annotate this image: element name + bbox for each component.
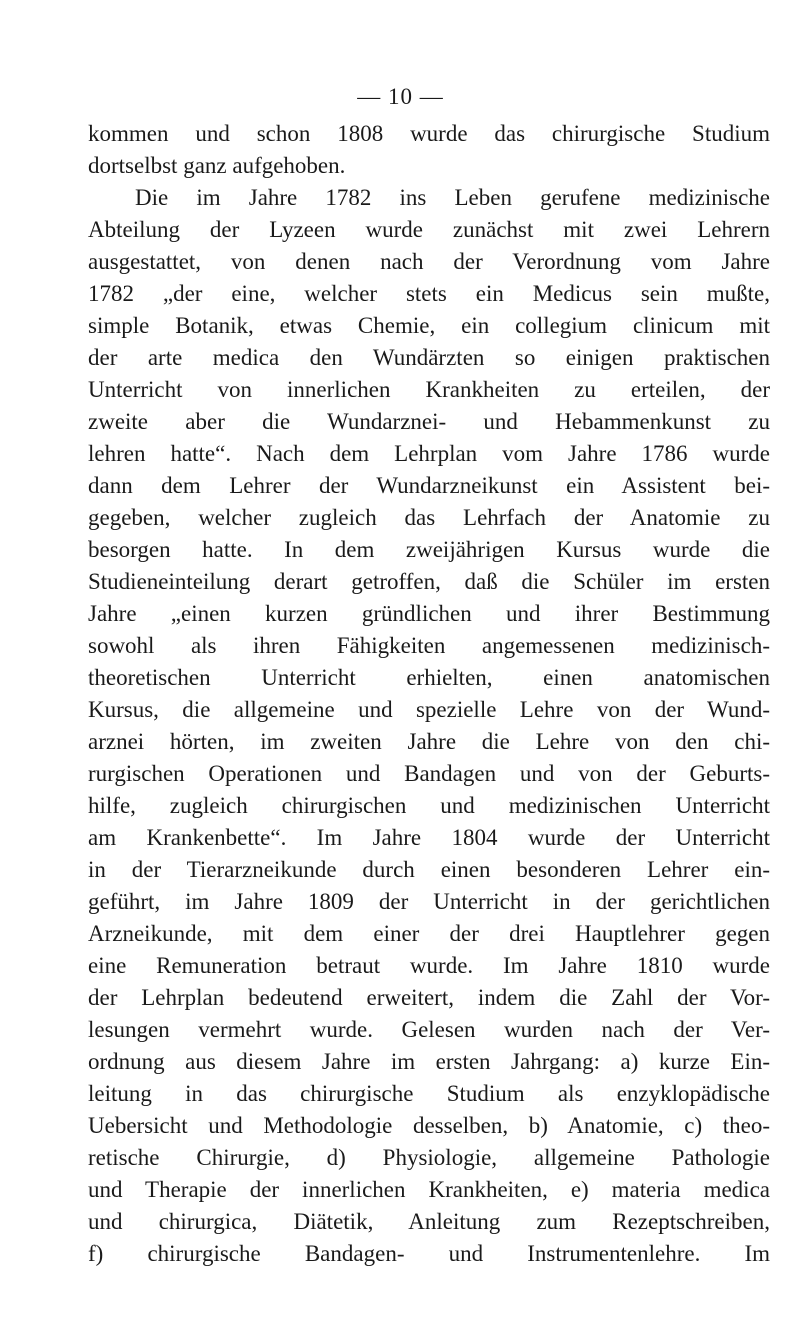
text-line: Jahre „einen kurzen gründlichen und ihrer Bestimmung (88, 601, 770, 626)
text-line: lesungen vermehrt wurde. Gelesen wurden nach der Ver- (88, 1017, 770, 1042)
text-line: ordnung aus diesem Jahre im ersten Jahrgang: a) kurze Ein- (88, 1049, 770, 1074)
text-line: und chirurgica, Diätetik, Anleitung zum Rezeptschreiben, (88, 1209, 770, 1234)
text-line: f) chirurgische Bandagen- und Instrumentenlehre. Im (88, 1241, 770, 1266)
text-line: lehren hatte“. Nach dem Lehrplan vom Jahre 1786 wurde (88, 441, 770, 466)
text-line: arznei hörten, im zweiten Jahre die Lehre von den chi- (88, 729, 770, 754)
text-line: Uebersicht und Methodologie desselben, b) Anatomie, c) theo- (88, 1113, 770, 1138)
text-line: Unterricht von innerlichen Krankheiten zu erteilen, der (88, 377, 770, 402)
text-line: rurgischen Operationen und Bandagen und von der Geburts- (88, 761, 770, 786)
text-line: am Krankenbette“. Im Jahre 1804 wurde der Unterricht (88, 825, 770, 850)
text-line: kommen und schon 1808 wurde das chirurgische Studium (88, 121, 770, 146)
text-line: ausgestattet, von denen nach der Verordnung vom Jahre (88, 249, 770, 274)
text-line: dann dem Lehrer der Wundarzneikunst ein Assistent bei- (88, 473, 770, 498)
text-line: Arzneikunde, mit dem einer der drei Hauptlehrer gegen (88, 921, 770, 946)
text-line: dortselbst ganz aufgehoben. (88, 153, 346, 178)
text-line: Abteilung der Lyzeen wurde zunächst mit zwei Lehrern (88, 217, 770, 242)
text-line: leitung in das chirurgische Studium als enzyklopädische (88, 1081, 770, 1106)
text-line: der arte medica den Wundärzten so einigen praktischen (88, 345, 770, 370)
text-line: und Therapie der innerlichen Krankheiten, e) materia medica (88, 1177, 770, 1202)
text-line: 1782 „der eine, welcher stets ein Medicus sein mußte, (88, 281, 770, 306)
text-line: eine Remuneration betraut wurde. Im Jahre 1810 wurde (88, 953, 770, 978)
body-text (88, 118, 770, 1270)
text-line: gegeben, welcher zugleich das Lehrfach der Anatomie zu (88, 505, 770, 530)
text-line: besorgen hatte. In dem zweijährigen Kursus wurde die (88, 537, 770, 562)
text-line: Kursus, die allgemeine und spezielle Lehre von der Wund- (88, 697, 770, 722)
text-line: Studieneinteilung derart getroffen, daß die Schüler im ersten (88, 569, 770, 594)
page-number: — 10 — (357, 84, 444, 109)
text-line: retische Chirurgie, d) Physiologie, allgemeine Pathologie (88, 1145, 770, 1170)
text-line: zweite aber die Wundarznei- und Hebammenkunst zu (88, 409, 770, 434)
text-line: in der Tierarzneikunde durch einen besonderen Lehrer ein- (88, 857, 770, 882)
text-line: der Lehrplan bedeutend erweitert, indem die Zahl der Vor- (88, 985, 770, 1010)
text-line: simple Botanik, etwas Chemie, ein collegium clinicum mit (88, 313, 770, 338)
text-line: Die im Jahre 1782 ins Leben gerufene medizinische (135, 185, 770, 210)
text-line: theoretischen Unterricht erhielten, einen anatomischen (88, 665, 770, 690)
text-line: hilfe, zugleich chirurgischen und medizinischen Unterricht (88, 793, 770, 818)
text-line: geführt, im Jahre 1809 der Unterricht in der gerichtlichen (88, 889, 770, 914)
text-line: sowohl als ihren Fähigkeiten angemessenen medizinisch- (88, 633, 770, 658)
